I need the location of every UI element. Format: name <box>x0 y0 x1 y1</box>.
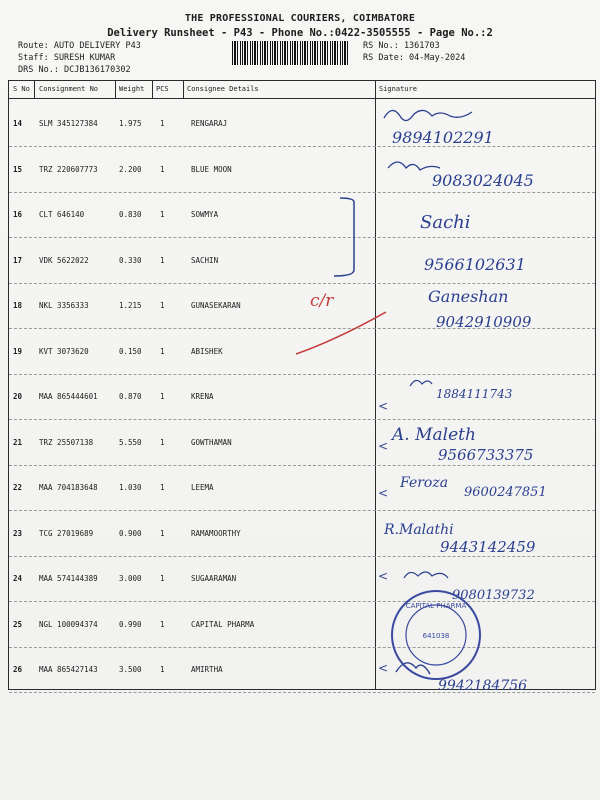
pcs: 1 <box>160 437 165 447</box>
runsheet-subtitle: Delivery Runsheet - P43 - Phone No.:0422-3505555 - Page No.:2 <box>107 27 493 39</box>
pcs: 1 <box>160 164 165 174</box>
weight: 0.900 <box>119 528 142 538</box>
table-row <box>9 554 595 602</box>
consignment-no: MAA 865444601 <box>39 392 98 401</box>
row-sno: 24 <box>13 574 23 583</box>
company-title: THE PROFESSIONAL COURIERS, COIMBATORE <box>184 13 416 24</box>
signature-21: A. Maleth <box>392 425 476 445</box>
consignee-name: RENGARAJ <box>191 119 228 128</box>
table-row <box>9 418 595 466</box>
consignee-name: CAPITAL PHARMA <box>191 619 255 629</box>
weight: 1.030 <box>119 483 142 492</box>
phone-24: 9080139732 <box>452 588 535 603</box>
table-row <box>9 600 595 648</box>
consignee-name: SACHIN <box>191 255 219 265</box>
runsheet-table <box>8 80 596 690</box>
consignee-name: GOWTHAMAN <box>191 437 232 447</box>
weight: 0.990 <box>119 619 142 629</box>
svg-text:<: < <box>378 486 389 500</box>
consignment-no: NGL 100094374 <box>39 619 98 629</box>
weight: 2.200 <box>119 164 142 174</box>
consignment-no: MAA 574144389 <box>39 574 98 583</box>
consignment-no: CLT 646140 <box>39 210 85 219</box>
pcs: 1 <box>160 619 165 629</box>
consignment-no: SLM 345127384 <box>39 119 98 128</box>
pcs: 1 <box>160 210 165 219</box>
svg-text:<: < <box>378 439 389 453</box>
table-row <box>9 372 595 420</box>
phone-22: 9600247851 <box>464 485 547 500</box>
row-sno: 25 <box>13 619 23 629</box>
phone-17: 9566102631 <box>424 255 526 274</box>
table-row <box>9 509 595 557</box>
table-row <box>9 281 595 329</box>
row-sno: 23 <box>13 528 23 538</box>
signature-22: Feroza <box>400 475 449 491</box>
consignee-name: SUGAARAMAN <box>191 574 237 583</box>
consignment-no: MAA 865427143 <box>39 665 98 674</box>
row-sno: 16 <box>13 210 23 219</box>
row-sno: 14 <box>13 119 23 128</box>
table-row <box>9 463 595 511</box>
pcs: 1 <box>160 483 165 492</box>
col-signature: Signature <box>379 85 417 93</box>
svg-text:<: < <box>378 399 389 413</box>
col-pcs: PCS <box>156 85 169 93</box>
weight: 0.870 <box>119 392 142 401</box>
table-row <box>9 645 595 693</box>
pcs: 1 <box>160 301 165 310</box>
pcs: 1 <box>160 255 165 265</box>
row-sno: 17 <box>13 255 23 265</box>
phone-20: 1884111743 <box>436 387 513 401</box>
pcs: 1 <box>160 119 165 128</box>
barcode <box>232 41 350 65</box>
stamp-text: CAPITAL PHARMA <box>405 602 467 610</box>
row-sno: 20 <box>13 392 23 401</box>
consignee-name: RAMAMOORTHY <box>191 528 241 538</box>
consignment-no: TCG 27019689 <box>39 528 94 538</box>
weight: 1.215 <box>119 301 142 310</box>
table-row <box>9 190 595 238</box>
weight: 0.830 <box>119 210 142 219</box>
consignee-name: ABISHEK <box>191 346 223 356</box>
rs-date: RS Date: 04-May-2024 <box>363 53 466 63</box>
col-consignment: Consignment No <box>39 85 99 93</box>
staff-label: Staff: SURESH KUMAR <box>18 53 116 63</box>
consignment-no: VDK 5622022 <box>39 255 89 265</box>
col-consignee: Consignee Details <box>187 85 259 93</box>
signature-18: Ganeshan <box>428 287 509 306</box>
consignment-no: TRZ 220607773 <box>39 164 98 174</box>
consignment-no: TRZ 25507138 <box>39 437 94 447</box>
phone-19: 9042910909 <box>436 313 532 331</box>
table-row <box>9 236 595 284</box>
table-row <box>9 327 595 375</box>
svg-text:<: < <box>378 569 389 583</box>
rs-number: RS No.: 1361703 <box>363 41 440 51</box>
weight: 1.975 <box>119 119 142 128</box>
svg-text:<: < <box>378 661 389 675</box>
col-sno: S No <box>13 85 30 93</box>
row-sno: 15 <box>13 164 23 174</box>
row-sno: 22 <box>13 483 23 492</box>
phone-14: 9894102291 <box>392 128 494 147</box>
weight: 0.330 <box>119 255 142 265</box>
phone-21: 9566733375 <box>438 446 534 464</box>
consignee-name: BLUE MOON <box>191 164 232 174</box>
consignment-no: NKL 3356333 <box>39 301 89 310</box>
consignment-no: KVT 3073620 <box>39 346 89 356</box>
phone-15: 9083024045 <box>432 171 534 190</box>
weight: 3.000 <box>119 574 142 583</box>
pcs: 1 <box>160 392 165 401</box>
phone-23: 9443142459 <box>440 538 536 556</box>
drs-number: DRS No.: DCJB136170302 <box>18 65 131 75</box>
row-sno: 21 <box>13 437 23 447</box>
cr-mark: c/r <box>310 291 334 311</box>
weight: 0.150 <box>119 346 142 356</box>
row-sno: 18 <box>13 301 23 310</box>
table-row <box>9 145 595 193</box>
consignee-name: AMIRTHA <box>191 665 223 674</box>
weight: 3.500 <box>119 665 142 674</box>
table-header <box>9 81 595 99</box>
consignee-name: SOWMYA <box>191 210 219 219</box>
signature-17: Sachi <box>420 212 471 233</box>
signature-23: R.Malathi <box>384 522 454 538</box>
weight: 5.550 <box>119 437 142 447</box>
phone-26: 9942184756 <box>438 678 528 694</box>
pcs: 1 <box>160 665 165 674</box>
consignment-no: MAA 704183648 <box>39 483 98 492</box>
stamp-code: 641038 <box>422 632 450 640</box>
col-weight: Weight <box>119 85 145 93</box>
pcs: 1 <box>160 346 165 356</box>
row-sno: 19 <box>13 346 23 356</box>
route-label: Route: AUTO DELIVERY P43 <box>18 41 141 51</box>
consignee-name: GUNASEKARAN <box>191 301 241 310</box>
row-sno: 26 <box>13 665 23 674</box>
table-row <box>9 99 595 147</box>
consignee-name: LEEMA <box>191 483 214 492</box>
pcs: 1 <box>160 574 165 583</box>
consignee-name: KRENA <box>191 392 214 401</box>
pcs: 1 <box>160 528 165 538</box>
